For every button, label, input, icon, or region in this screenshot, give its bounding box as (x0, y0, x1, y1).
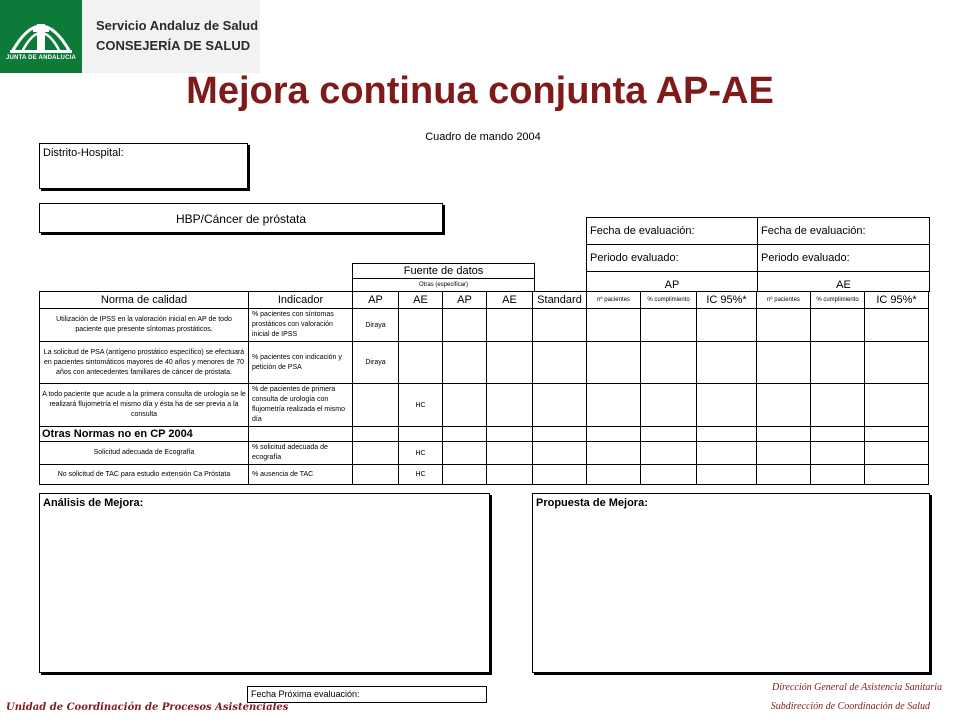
value-cell[interactable] (641, 442, 697, 465)
value-cell[interactable] (587, 342, 641, 384)
value-cell[interactable] (811, 309, 865, 342)
group-ap-header: AP (587, 272, 758, 292)
table-row (40, 465, 929, 485)
junta-emblem-icon (0, 0, 82, 73)
header-cumplimiento-ae: % cumplimiento (811, 292, 865, 309)
header-ap: AP (353, 292, 399, 309)
logo-service-name: Servicio Andaluz de Salud (96, 18, 259, 33)
propuesta-mejora-title: Propuesta de Mejora: (536, 497, 648, 509)
value-cell[interactable] (811, 342, 865, 384)
distrito-hospital-label: Distrito-Hospital: (43, 147, 124, 159)
propuesta-mejora-box[interactable] (532, 493, 930, 673)
source-ap-cell: Diraya (353, 309, 399, 342)
value-cell[interactable] (587, 384, 641, 427)
norma-cell: La solicitud de PSA (antígeno prostático específico) se efectuará en pacientes sintomáticos mayores de 40 años y menores de 70 años con antecedentes familiares de cáncer de próstata. (40, 342, 249, 384)
value-cell[interactable] (587, 309, 641, 342)
fuente-datos-title: Fuente de datos (353, 264, 535, 279)
table-row (40, 309, 929, 342)
other-ap-cell[interactable] (443, 342, 487, 384)
fecha-proxima-evaluacion-field[interactable] (247, 686, 487, 703)
indicador-cell: % pacientes con síntomas prostáticos con valoración inicial de IPSS (249, 309, 353, 342)
indicador-cell: % ausencia de TAC (249, 465, 353, 485)
logo-ministry-name: CONSEJERÍA DE SALUD (96, 38, 251, 53)
value-cell[interactable] (865, 465, 929, 485)
data-sources-header (352, 263, 535, 292)
source-ap-cell (353, 384, 399, 427)
header-ae-other: AE (487, 292, 533, 309)
otras-especificar: Otras (especificar) (353, 279, 535, 292)
value-cell[interactable] (697, 342, 757, 384)
header-norma: Norma de calidad (40, 292, 249, 309)
standard-cell[interactable] (533, 442, 587, 465)
source-ae-cell (399, 309, 443, 342)
footer-unit: Unidad de Coordinación de Procesos Asistenciales (6, 702, 289, 713)
value-cell[interactable] (641, 309, 697, 342)
indicador-cell: % pacientes con indicación y petición de PSA (249, 342, 353, 384)
norma-cell: No solicitud de TAC para estudio extensión Ca Próstata (40, 465, 249, 485)
header-cumplimiento-ap: % cumplimiento (641, 292, 697, 309)
fecha-evaluacion-ap[interactable]: Fecha de evaluación: (587, 218, 758, 245)
value-cell[interactable] (697, 384, 757, 427)
other-ap-cell[interactable] (443, 309, 487, 342)
emblem-caption: JUNTA DE ANDALUCIA (5, 55, 77, 61)
source-ap-cell (353, 442, 399, 465)
norma-cell: Utilización de IPSS en la valoración inicial en AP de todo paciente que presente síntomas prostáticos. (40, 309, 249, 342)
process-title: HBP/Cáncer de próstata (175, 212, 307, 226)
analisis-mejora-box[interactable] (39, 493, 490, 673)
norma-cell: Solicitud adecuada de Ecografía (40, 442, 249, 465)
header-ae: AE (399, 292, 443, 309)
indicador-cell: % solicitud adecuada de ecografía (249, 442, 353, 465)
periodo-evaluado-ae[interactable]: Periodo evaluado: (758, 245, 930, 272)
analisis-mejora-title: Análisis de Mejora: (43, 497, 144, 509)
footer-subdireccion: Subdirección de Coordinación de Salud (770, 701, 930, 712)
header-ic-ae: IC 95%* (865, 292, 929, 309)
other-ap-cell[interactable] (443, 384, 487, 427)
table-row (40, 384, 929, 427)
logo-block (0, 0, 260, 73)
value-cell[interactable] (641, 342, 697, 384)
other-ap-cell[interactable] (443, 442, 487, 465)
value-cell[interactable] (757, 384, 811, 427)
header-ic-ap: IC 95%* (697, 292, 757, 309)
fecha-evaluacion-ae[interactable]: Fecha de evaluación: (758, 218, 930, 245)
source-ap-cell: Diraya (353, 342, 399, 384)
standard-cell[interactable] (533, 384, 587, 427)
other-ae-cell[interactable] (487, 384, 533, 427)
other-ae-cell[interactable] (487, 442, 533, 465)
standard-cell[interactable] (533, 309, 587, 342)
source-ae-cell (399, 342, 443, 384)
value-cell[interactable] (697, 465, 757, 485)
value-cell[interactable] (811, 384, 865, 427)
header-n-pacientes-ae: nº pacientes (757, 292, 811, 309)
value-cell[interactable] (811, 465, 865, 485)
value-cell[interactable] (641, 384, 697, 427)
source-ae-cell: HC (399, 465, 443, 485)
document-caption: Cuadro de mando 2004 (425, 131, 541, 143)
source-ae-cell: HC (399, 442, 443, 465)
header-n-pacientes-ap: nº pacientes (587, 292, 641, 309)
standard-cell[interactable] (533, 465, 587, 485)
value-cell[interactable] (697, 309, 757, 342)
periodo-evaluado-ap[interactable]: Periodo evaluado: (587, 245, 758, 272)
value-cell[interactable] (697, 442, 757, 465)
table-row (40, 342, 929, 384)
value-cell[interactable] (641, 465, 697, 485)
table-row (40, 442, 929, 465)
value-cell[interactable] (865, 442, 929, 465)
section-title: Otras Normas no en CP 2004 (40, 427, 249, 442)
standard-cell[interactable] (533, 342, 587, 384)
other-ae-cell[interactable] (487, 342, 533, 384)
value-cell[interactable] (587, 465, 641, 485)
indicador-cell: % de pacientes de primera consulta de urología con flujometría realizada el mismo día (249, 384, 353, 427)
header-ap-other: AP (443, 292, 487, 309)
value-cell[interactable] (587, 442, 641, 465)
evaluation-table (586, 217, 930, 292)
page-title: Mejora continua conjunta AP-AE (186, 70, 774, 112)
norma-cell: A todo paciente que acude a la primera consulta de urología se le realizará flujometría el mismo día y ésta ha de ser previa a la consulta (40, 384, 249, 427)
other-ae-cell[interactable] (487, 309, 533, 342)
source-ae-cell: HC (399, 384, 443, 427)
value-cell[interactable] (865, 384, 929, 427)
value-cell[interactable] (757, 342, 811, 384)
fecha-proxima-label: Fecha Próxima evaluación: (251, 689, 360, 699)
header-indicador: Indicador (249, 292, 353, 309)
footer-direccion: Dirección General de Asistencia Sanitaria (772, 682, 942, 693)
process-title-box (39, 203, 443, 233)
value-cell[interactable] (757, 465, 811, 485)
value-cell[interactable] (865, 342, 929, 384)
other-ap-cell[interactable] (443, 465, 487, 485)
header-standard: Standard (533, 292, 587, 309)
quality-standards-table (39, 291, 929, 485)
distrito-hospital-field[interactable] (39, 143, 248, 189)
source-ap-cell (353, 465, 399, 485)
group-ae-header: AE (758, 272, 930, 292)
other-ae-cell[interactable] (487, 465, 533, 485)
value-cell[interactable] (757, 309, 811, 342)
value-cell[interactable] (757, 442, 811, 465)
value-cell[interactable] (811, 442, 865, 465)
value-cell[interactable] (865, 309, 929, 342)
